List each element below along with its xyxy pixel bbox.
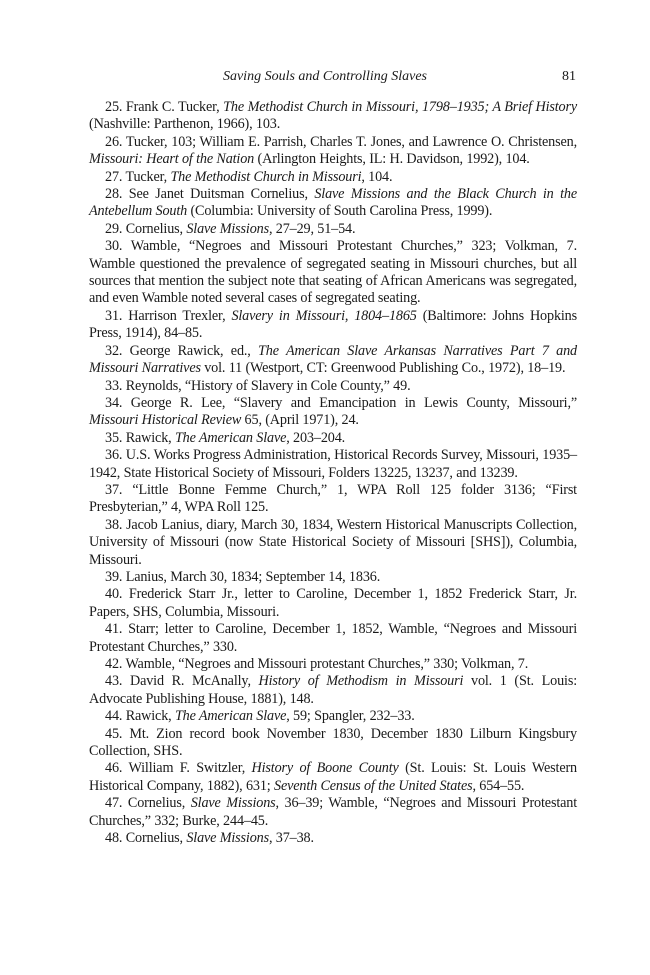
endnote-number: 31. bbox=[105, 307, 123, 324]
endnote-text: Frank C. Tucker, bbox=[125, 99, 224, 115]
endnote-text: , 203–204. bbox=[286, 429, 346, 446]
endnote-text: , 104. bbox=[361, 168, 393, 185]
endnote-italic-title: Slave Missions bbox=[190, 795, 276, 812]
endnote-italic-title: Slavery in Missouri, 1804–1865 bbox=[231, 307, 417, 324]
endnote-text: Rawick, bbox=[125, 708, 175, 725]
endnote-number: 33. bbox=[105, 377, 123, 394]
endnote-number: 45. bbox=[105, 725, 123, 742]
endnote bbox=[89, 656, 577, 673]
endnote-number: 41. bbox=[105, 621, 123, 638]
endnote-italic-title: The American Slave Arkansas Narratives Part 7 and Missouri Narratives bbox=[89, 342, 577, 377]
endnote-number: 48. bbox=[105, 830, 123, 847]
endnote-text: David R. McAnally, bbox=[130, 673, 259, 690]
endnote bbox=[89, 586, 577, 621]
running-title: Saving Souls and Controlling Slaves bbox=[222, 69, 428, 84]
endnote bbox=[89, 395, 577, 430]
endnote-number: 40. bbox=[105, 586, 123, 603]
endnote-number: 30. bbox=[105, 238, 123, 255]
endnote-text: Wamble, “Negroes and Missouri Protestant Churches,” 323; Volkman, 7. Wamble questioned the prevalence of segregated seating in Missouri churches, but all sources that mention the subject note that seating of African Americans was segregated, and even Wamble noted several cases of segregated seating. bbox=[89, 238, 578, 307]
endnote-italic-title: Slave Missions and the Black Church in the Antebellum South bbox=[89, 186, 577, 220]
endnote-number: 34. bbox=[105, 394, 123, 411]
endnote bbox=[89, 760, 577, 795]
endnote-italic-title: The American Slave bbox=[174, 429, 287, 446]
endnote bbox=[89, 830, 577, 847]
endnote-text: Reynolds, “History of Slavery in Cole County,” 49. bbox=[125, 377, 411, 394]
endnote-italic-title: Missouri Historical Review bbox=[89, 412, 242, 429]
endnote-number: 36. bbox=[105, 447, 123, 464]
endnote-text: , 59; Spangler, 232–33. bbox=[286, 708, 415, 725]
endnote-italic-title: Missouri: Heart of the Nation bbox=[89, 151, 255, 168]
endnote-text: (St. Louis: St. Louis Western Historical Company, 1882), 631; bbox=[89, 760, 577, 794]
endnote-italic-title: Seventh Census of the United States bbox=[274, 777, 473, 794]
endnote-number: 26. bbox=[105, 133, 123, 150]
endnote-text: vol. 11 (Westport, CT: Greenwood Publishing Co., 1972), 18–19. bbox=[200, 360, 566, 377]
endnote bbox=[89, 221, 577, 238]
endnote bbox=[89, 708, 577, 725]
endnote-text: Wamble, “Negroes and Missouri protestant Churches,” 330; Volkman, 7. bbox=[125, 656, 529, 672]
endnote-number: 35. bbox=[105, 429, 123, 446]
endnote-text: Cornelius, bbox=[127, 795, 191, 812]
endnote-number: 42. bbox=[105, 656, 123, 672]
endnote bbox=[89, 795, 577, 830]
endnote-text: Harrison Trexler, bbox=[128, 307, 232, 324]
endnote bbox=[89, 482, 577, 517]
endnote-number: 25. bbox=[105, 99, 123, 115]
endnote-text: Cornelius, bbox=[125, 830, 187, 847]
endnote-number: 47. bbox=[105, 795, 123, 812]
endnote bbox=[89, 726, 577, 761]
endnote-text: “Little Bonne Femme Church,” 1, WPA Roll 125 folder 3136; “First Presbyterian,” 4, WPA Roll 125. bbox=[89, 481, 577, 516]
endnote bbox=[89, 308, 577, 343]
endnote-italic-title: The American Slave bbox=[174, 708, 287, 725]
endnote bbox=[89, 673, 577, 708]
endnote bbox=[89, 447, 577, 482]
endnote-text: Cornelius, bbox=[125, 220, 187, 237]
endnote-text: William F. Switzler, bbox=[128, 760, 252, 777]
endnote bbox=[89, 430, 577, 447]
endnote bbox=[89, 343, 577, 378]
endnote-text: Frederick Starr Jr., letter to Caroline, December 1, 1852 Frederick Starr, Jr. Papers, SHS, Columbia, Missouri. bbox=[89, 586, 577, 620]
endnote-text: 65, (April 1971), 24. bbox=[241, 412, 359, 429]
endnote-number: 32. bbox=[105, 342, 123, 359]
endnote bbox=[89, 186, 577, 221]
endnote-text: George R. Lee, “Slavery and Emancipation in Lewis County, Missouri,” bbox=[130, 394, 577, 411]
endnote-italic-title: Slave Missions bbox=[186, 220, 269, 237]
endnote bbox=[89, 169, 577, 186]
endnote-number: 29. bbox=[105, 220, 123, 237]
endnote-italic-title: Slave Missions bbox=[186, 830, 269, 847]
endnote-text: George Rawick, ed., bbox=[129, 342, 259, 359]
endnote-text: (Nashville: Parthenon, 1966), 103. bbox=[89, 116, 281, 133]
endnote-italic-title: The Methodist Church in Missouri, 1798–1935; A Brief History bbox=[223, 99, 578, 115]
endnote-text: , 654–55. bbox=[472, 777, 525, 794]
endnote-text: (Arlington Heights, IL: H. Davidson, 1992), 104. bbox=[254, 151, 530, 168]
endnote-number: 28. bbox=[105, 186, 123, 203]
page-number: 81 bbox=[562, 69, 576, 84]
endnote-italic-title: History of Boone County bbox=[251, 760, 399, 777]
endnote bbox=[89, 99, 577, 134]
endnote-number: 43. bbox=[105, 673, 123, 690]
endnote-text: Mt. Zion record book November 1830, December 1830 Lilburn Kingsbury Collection, SHS. bbox=[89, 725, 577, 760]
endnote-text: vol. 1 (St. Louis: Advocate Publishing House, 1881), 148. bbox=[89, 673, 577, 707]
endnote-text: Starr; letter to Caroline, December 1, 1852, Wamble, “Negroes and Missouri Protestant Churches,” 330. bbox=[89, 621, 577, 655]
endnote-text: (Columbia: University of South Carolina Press, 1999). bbox=[187, 203, 493, 220]
endnote-text: , 37–38. bbox=[268, 830, 314, 847]
endnote-number: 39. bbox=[105, 568, 123, 585]
endnote-text: Lanius, March 30, 1834; September 14, 1836. bbox=[125, 568, 381, 585]
endnote-text: (Baltimore: Johns Hopkins Press, 1914), 84–85. bbox=[89, 307, 577, 342]
endnote-text: Tucker, bbox=[125, 168, 171, 185]
endnote-number: 27. bbox=[105, 168, 123, 185]
endnote-text: , 27–29, 51–54. bbox=[268, 220, 356, 237]
endnotes-list bbox=[89, 99, 577, 847]
endnote-text: Jacob Lanius, diary, March 30, 1834, Western Historical Manuscripts Collection, University of Missouri (now State Historical Society of Missouri [SHS]), Columbia, Missouri. bbox=[89, 516, 577, 568]
endnote-text: , 36–39; Wamble, “Negroes and Missouri Protestant Churches,” 332; Burke, 244–45. bbox=[89, 795, 577, 829]
endnote bbox=[89, 569, 577, 586]
endnote bbox=[89, 378, 577, 395]
endnote-text: See Janet Duitsman Cornelius, bbox=[128, 186, 315, 203]
endnote bbox=[89, 238, 577, 308]
endnote bbox=[89, 621, 577, 656]
endnote-italic-title: The Methodist Church in Missouri bbox=[170, 168, 362, 185]
endnote-number: 44. bbox=[105, 708, 123, 725]
running-head bbox=[0, 67, 650, 87]
endnote-text: U.S. Works Progress Administration, Historical Records Survey, Missouri, 1935–1942, State Historical Society of Missouri, Folders 13225, 13237, and 13239. bbox=[89, 447, 577, 481]
endnote bbox=[89, 517, 577, 569]
endnote bbox=[89, 134, 577, 169]
endnote-number: 38. bbox=[105, 516, 123, 533]
endnote-italic-title: History of Methodism in Missouri bbox=[258, 673, 464, 690]
endnote-text: Rawick, bbox=[125, 429, 175, 446]
endnote-number: 37. bbox=[105, 481, 123, 498]
endnote-text: Tucker, 103; William E. Parrish, Charles T. Jones, and Lawrence O. Christensen, bbox=[125, 133, 577, 150]
endnote-number: 46. bbox=[105, 760, 123, 777]
